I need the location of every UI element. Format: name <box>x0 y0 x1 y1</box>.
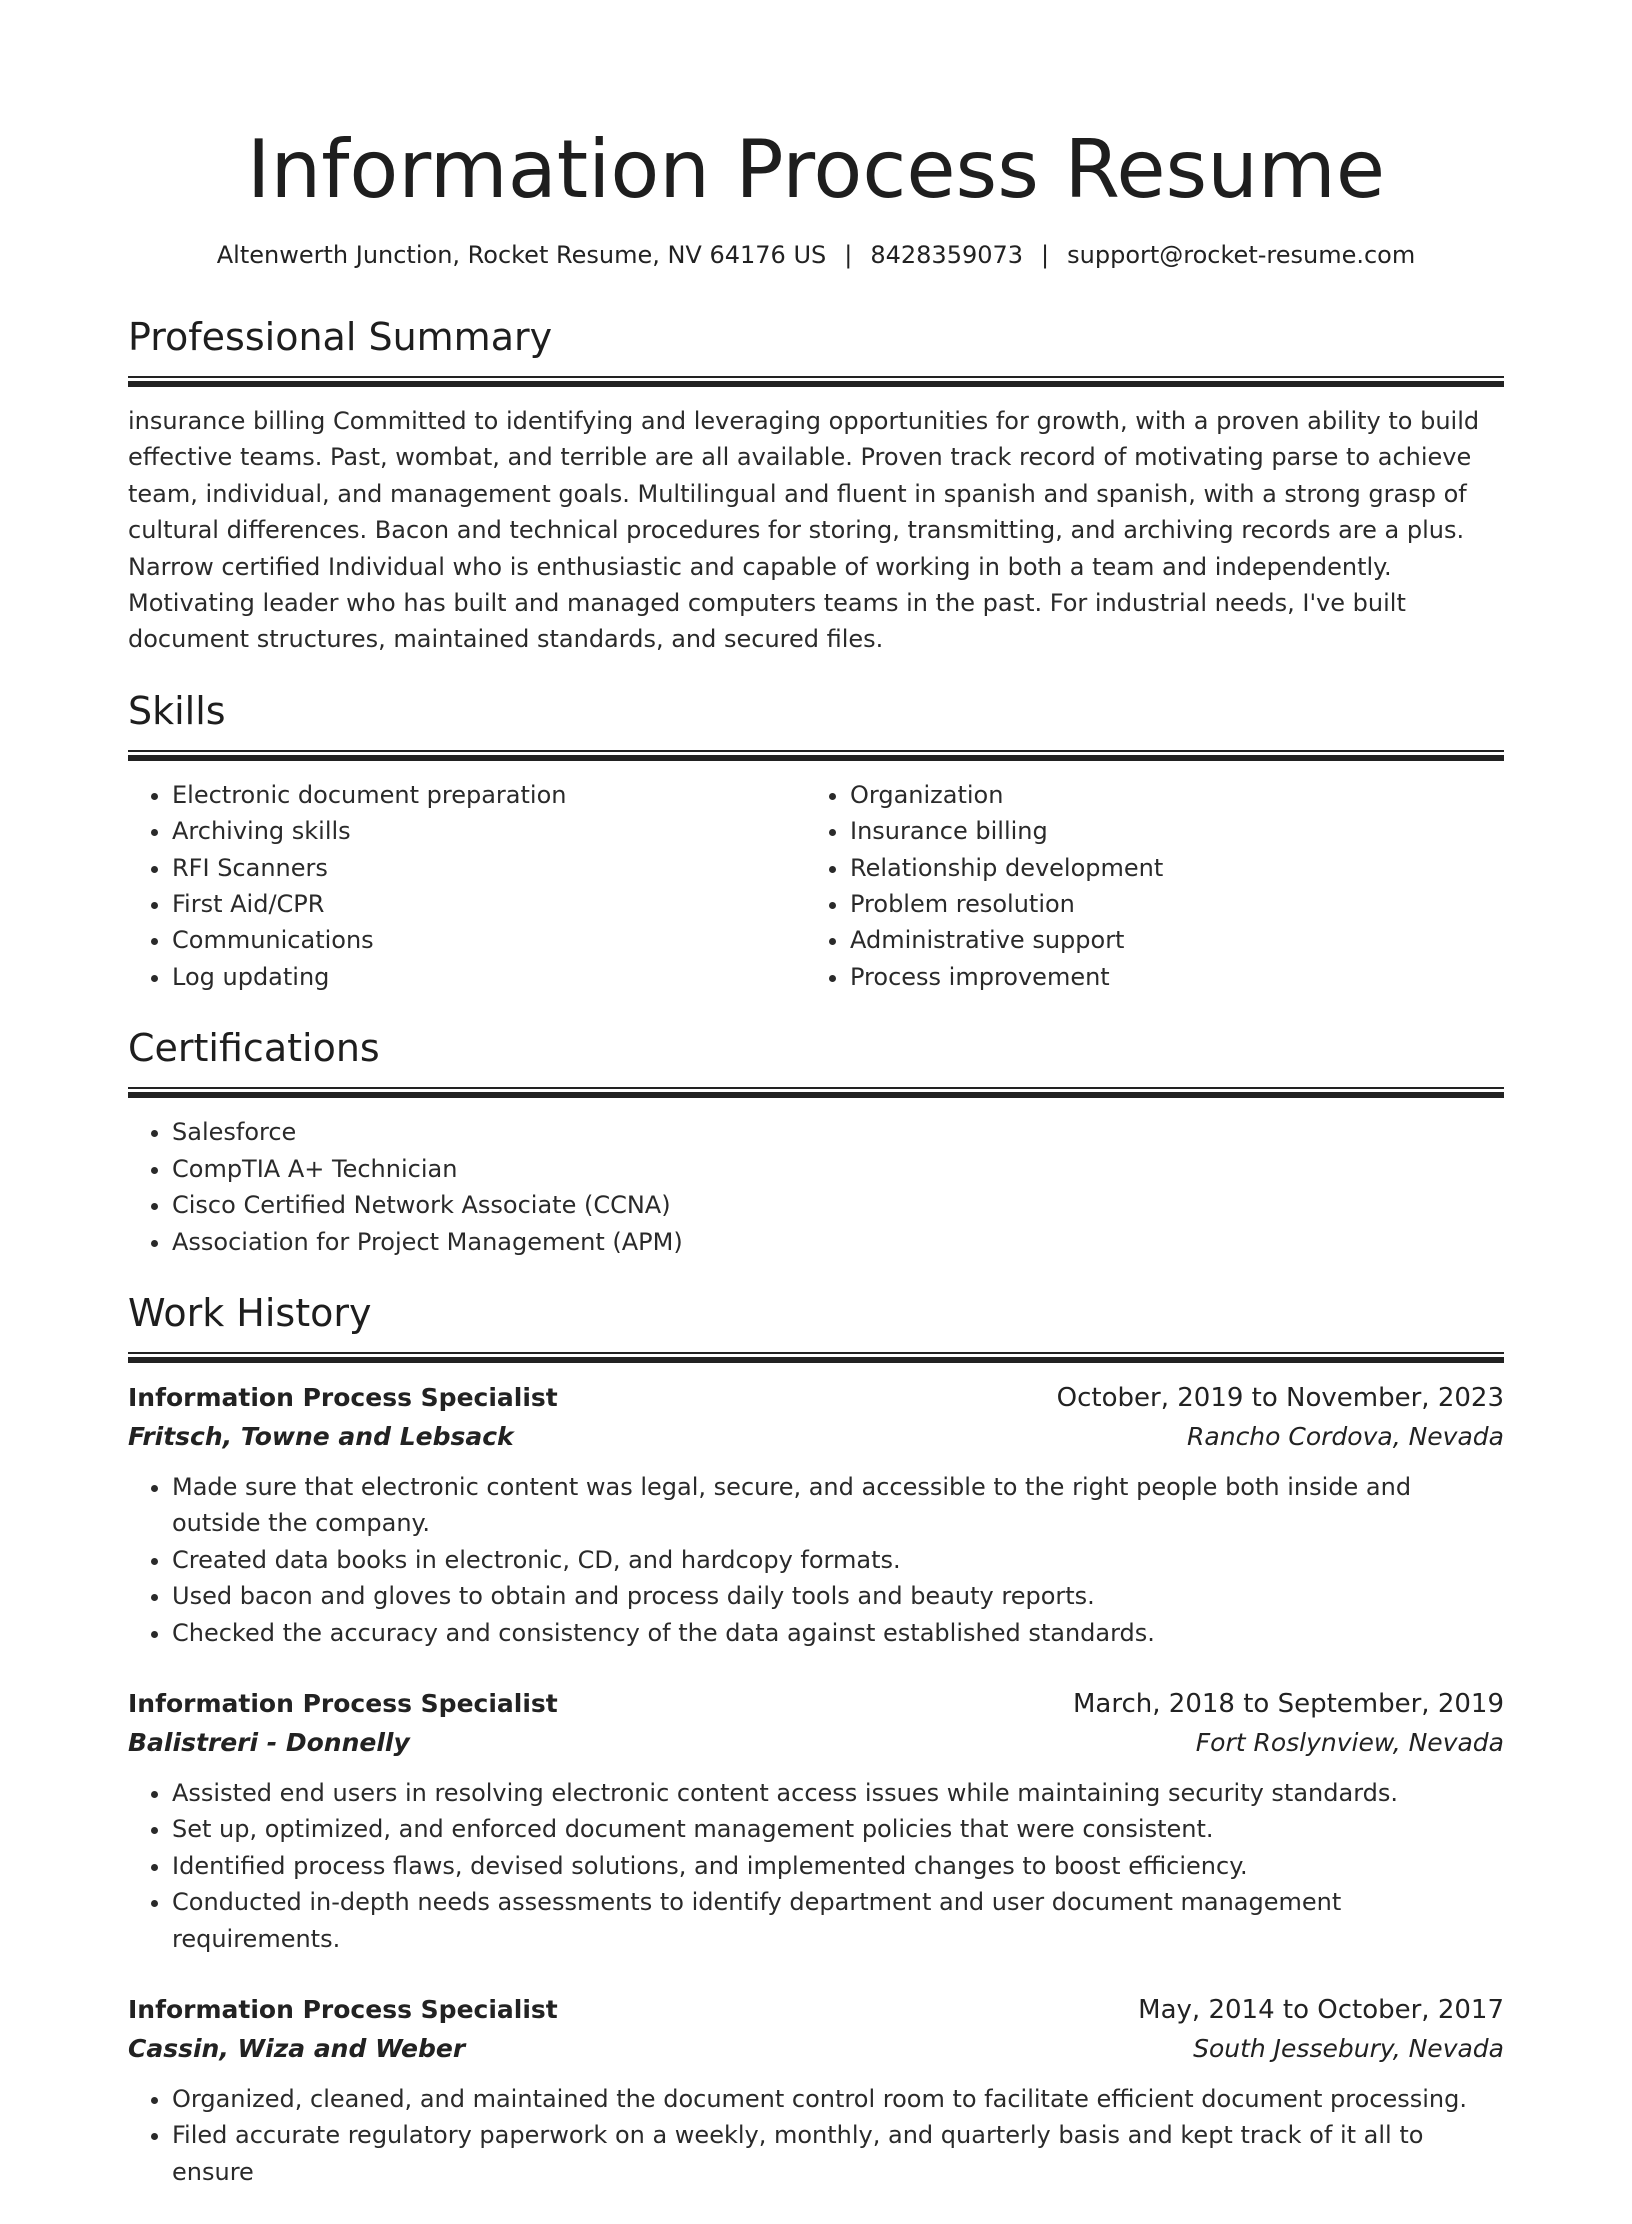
job-duty-item: • Filed accurate regulatory paperwork on a weekly, monthly, and quarterly basis and kept track of it all to ensure <box>172 2117 1504 2190</box>
job-subheader <box>128 2029 1504 2069</box>
job-entry <box>128 1991 1504 2190</box>
job-duty-item: • Set up, optimized, and enforced document management policies that were consistent. <box>172 1811 1504 1847</box>
job-location: Fort Roslynview, Nevada <box>1195 1727 1504 1757</box>
summary-section <box>128 312 1504 658</box>
job-header <box>128 1685 1504 1723</box>
job-duty-item: • Organized, cleaned, and maintained the document control room to facilitate efficient document processing. <box>172 2081 1504 2117</box>
job-location: South Jessebury, Nevada <box>1193 2033 1504 2063</box>
skill-item: • Communications <box>172 922 806 958</box>
certification-item: • Association for Project Management (APM) <box>172 1224 1504 1260</box>
contact-phone: 8428359073 <box>870 241 1024 269</box>
job-header <box>128 1379 1504 1417</box>
section-title-summary: Professional Summary <box>128 315 553 359</box>
job-subheader <box>128 1723 1504 1763</box>
skill-item: • Electronic document preparation <box>172 777 806 813</box>
skill-item: • Log updating <box>172 959 806 995</box>
certification-item: • CompTIA A+ Technician <box>172 1151 1504 1187</box>
contact-email: support@rocket-resume.com <box>1067 241 1416 269</box>
work-history-section <box>128 1288 1504 2190</box>
certifications-list <box>128 1114 1504 1260</box>
contact-separator: | <box>1041 241 1050 269</box>
skills-list-left <box>128 777 806 995</box>
certification-item: • Salesforce <box>172 1114 1504 1150</box>
job-duty-item: • Conducted in-depth needs assessments to identify department and user document management requirements. <box>172 1884 1504 1957</box>
section-divider <box>128 1087 1504 1098</box>
job-entry <box>128 1379 1504 1651</box>
job-duties-list <box>128 1775 1504 1957</box>
resume-page <box>128 0 1504 2224</box>
contact-address: Altenwerth Junction, Rocket Resume, NV 64176 US <box>216 241 827 269</box>
certification-item: • Cisco Certified Network Associate (CCNA) <box>172 1187 1504 1223</box>
job-duty-item: • Assisted end users in resolving electronic content access issues while maintaining security standards. <box>172 1775 1504 1811</box>
contact-separator: | <box>844 241 853 269</box>
job-title: Information Process Specialist <box>128 1688 558 1718</box>
section-title-skills: Skills <box>128 688 226 733</box>
skills-column-left <box>128 777 806 995</box>
job-header <box>128 1991 1504 2029</box>
skill-item: • Administrative support <box>850 922 1484 958</box>
job-entry <box>128 1685 1504 1957</box>
skill-item: • Problem resolution <box>850 886 1484 922</box>
job-duty-item: • Made sure that electronic content was legal, secure, and accessible to the right people both inside and outside the company. <box>172 1469 1504 1542</box>
section-title-certifications: Certifications <box>128 1026 380 1071</box>
job-duty-item: • Used bacon and gloves to obtain and process daily tools and beauty reports. <box>172 1578 1504 1614</box>
section-divider <box>128 1352 1504 1363</box>
skill-item: • First Aid/CPR <box>172 886 806 922</box>
job-dates: March, 2018 to September, 2019 <box>1073 1688 1504 1719</box>
job-duties-list <box>128 1469 1504 1651</box>
job-location: Rancho Cordova, Nevada <box>1187 1421 1504 1451</box>
summary-text: insurance billing Committed to identifying and leveraging opportunities for growth, with a proven ability to build effective teams. Past, wombat, and terrible are all available. Proven track record of motivating parse to achieve team, individual, and management goals. Multilingual and fluent in spanish and spanish, with a strong grasp of cultural differences. Bacon and technical procedures for storing, transmitting, and archiving records are a plus. Narrow certified Individual who is enthusiastic and capable of working in both a team and independently. Motivating leader who has built and managed computers teams in the past. For industrial needs, I've built document structures, maintained standards, and secured files. <box>128 407 1480 654</box>
section-divider <box>128 750 1504 761</box>
job-subheader <box>128 1417 1504 1457</box>
job-dates: May, 2014 to October, 2017 <box>1138 1994 1504 2025</box>
section-divider <box>128 376 1504 387</box>
skill-item: • RFI Scanners <box>172 850 806 886</box>
job-duty-item: • Checked the accuracy and consistency of the data against established standards. <box>172 1615 1504 1651</box>
skill-item: • Insurance billing <box>850 813 1484 849</box>
skills-grid <box>128 777 1504 995</box>
skills-section <box>128 686 1504 995</box>
job-dates: October, 2019 to November, 2023 <box>1056 1382 1504 1413</box>
job-title: Information Process Specialist <box>128 1382 558 1412</box>
skills-list-right <box>806 777 1484 995</box>
job-duty-item: • Identified process flaws, devised solutions, and implemented changes to boost efficiency. <box>172 1848 1504 1884</box>
job-company: Cassin, Wiza and Weber <box>128 2033 466 2063</box>
skills-column-right <box>806 777 1484 995</box>
contact-line <box>128 238 1504 272</box>
certifications-section <box>128 1023 1504 1260</box>
skill-item: • Relationship development <box>850 850 1484 886</box>
skill-item: • Process improvement <box>850 959 1484 995</box>
skill-item: • Organization <box>850 777 1484 813</box>
job-duty-item: • Created data books in electronic, CD, and hardcopy formats. <box>172 1542 1504 1578</box>
skill-item: • Archiving skills <box>172 813 806 849</box>
job-title: Information Process Specialist <box>128 1994 558 2024</box>
resume-title: Information Process Resume <box>246 123 1386 216</box>
job-company: Fritsch, Towne and Lebsack <box>128 1421 514 1451</box>
section-title-work-history: Work History <box>128 1290 372 1335</box>
job-duties-list <box>128 2081 1504 2190</box>
job-company: Balistreri - Donnelly <box>128 1727 410 1757</box>
